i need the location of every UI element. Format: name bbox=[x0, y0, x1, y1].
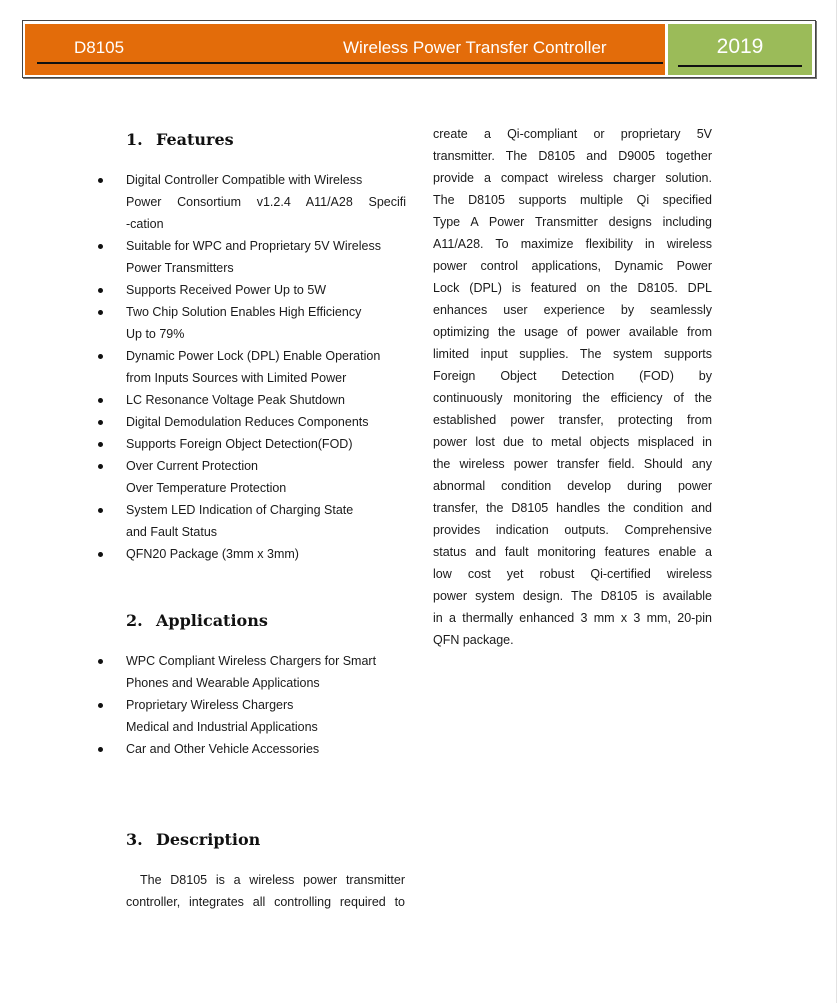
bullet-icon bbox=[98, 703, 103, 708]
paragraph-line: low cost yet robust Qi-certified wireless bbox=[433, 567, 712, 581]
page-edge bbox=[836, 0, 837, 1003]
paragraph-line: Type A Power Transmitter designs including bbox=[433, 215, 712, 229]
item-text: Over Current Protection bbox=[126, 459, 258, 473]
bullet-icon bbox=[98, 178, 103, 183]
paragraph-line: enhances user experience by seamlessly bbox=[433, 303, 712, 317]
list-item bbox=[96, 455, 406, 499]
paragraph-line: the wireless power transfer field. Should any bbox=[433, 457, 712, 471]
applications-list bbox=[96, 650, 406, 760]
list-item bbox=[96, 433, 406, 455]
paragraph-line: The D8105 is a wireless power transmitter bbox=[140, 873, 405, 887]
list-item bbox=[96, 738, 406, 760]
paragraph-line: limited input supplies. The system supports bbox=[433, 347, 712, 361]
item-text: Digital Controller Compatible with Wireless bbox=[126, 173, 363, 187]
item-text: WPC Compliant Wireless Chargers for Smart bbox=[126, 654, 377, 668]
features-list bbox=[96, 169, 406, 565]
description-paragraph-start bbox=[126, 869, 405, 913]
applications-heading bbox=[126, 611, 268, 630]
paragraph-line: Foreign Object Detection (FOD) by bbox=[433, 369, 712, 383]
paragraph-line: The D8105 supports multiple Qi specified bbox=[433, 193, 712, 207]
list-item bbox=[96, 389, 406, 411]
item-text: Proprietary Wireless Chargers bbox=[126, 698, 294, 712]
description-paragraph-continued bbox=[433, 123, 712, 651]
item-text: System LED Indication of Charging State bbox=[126, 503, 354, 517]
bullet-icon bbox=[98, 288, 103, 293]
paragraph-line: controller, integrates all controlling required to bbox=[126, 895, 405, 909]
paragraph-line: power control applications, Dynamic Power bbox=[433, 259, 712, 273]
bullet-icon bbox=[98, 464, 103, 469]
bullet-icon bbox=[98, 659, 103, 664]
item-text: Supports Received Power Up to 5W bbox=[126, 283, 327, 297]
bullet-icon bbox=[98, 747, 103, 752]
item-text: Car and Other Vehicle Accessories bbox=[126, 742, 320, 756]
paragraph-line: QFN package. bbox=[433, 633, 514, 647]
list-item bbox=[96, 543, 406, 565]
section-number: 1. bbox=[126, 130, 143, 149]
list-item bbox=[96, 169, 406, 235]
paragraph-line: provides indication outputs. Comprehensive bbox=[433, 523, 712, 537]
item-text: Supports Foreign Object Detection(FOD) bbox=[126, 437, 353, 451]
item-text: Digital Demodulation Reduces Components bbox=[126, 415, 369, 429]
bullet-icon bbox=[98, 508, 103, 513]
document-title: Wireless Power Transfer Controller bbox=[343, 38, 607, 57]
bullet-icon bbox=[98, 310, 103, 315]
header-rule bbox=[37, 62, 663, 64]
section-number: 2. bbox=[126, 611, 143, 630]
list-item bbox=[96, 650, 406, 694]
section-number: 3. bbox=[126, 830, 143, 849]
description-heading bbox=[126, 830, 260, 849]
list-item bbox=[96, 345, 406, 389]
item-text: Medical and Industrial Applications bbox=[126, 720, 318, 734]
item-text: Up to 79% bbox=[126, 327, 185, 341]
item-text: Power Transmitters bbox=[126, 261, 234, 275]
section-title: Description bbox=[156, 830, 261, 849]
paragraph-line: abnormal condition develop during power bbox=[433, 479, 712, 493]
list-item bbox=[96, 411, 406, 433]
paragraph-line: in a thermally enhanced 3 mm x 3 mm, 20-pin bbox=[433, 611, 712, 625]
item-text: Phones and Wearable Applications bbox=[126, 676, 320, 690]
item-text: Suitable for WPC and Proprietary 5V Wireless bbox=[126, 239, 381, 253]
bullet-icon bbox=[98, 420, 103, 425]
item-text: Over Temperature Protection bbox=[126, 481, 287, 495]
section-title: Applications bbox=[156, 611, 268, 630]
item-text: and Fault Status bbox=[126, 525, 218, 539]
year-rule bbox=[678, 65, 802, 67]
paragraph-line: power lost due to metal objects misplaced in bbox=[433, 435, 712, 449]
list-item bbox=[96, 279, 406, 301]
item-text: from Inputs Sources with Limited Power bbox=[126, 371, 347, 385]
paragraph-line: Lock (DPL) is featured on the D8105. DPL bbox=[433, 281, 712, 295]
year: 2019 bbox=[716, 35, 764, 58]
bullet-icon bbox=[98, 442, 103, 447]
paragraph-line: transmitter. The D8105 and D9005 together bbox=[433, 149, 712, 163]
paragraph-line: continuously monitoring the efficiency of the bbox=[433, 391, 712, 405]
paragraph-line: established power transfer, protecting from bbox=[433, 413, 712, 427]
header-title-panel bbox=[25, 24, 665, 75]
list-item bbox=[96, 694, 406, 738]
paragraph-line: A11/A28. To maximize flexibility in wireless bbox=[433, 237, 712, 251]
item-text: LC Resonance Voltage Peak Shutdown bbox=[126, 393, 345, 407]
section-title: Features bbox=[156, 130, 234, 149]
list-item bbox=[96, 499, 406, 543]
part-number: D8105 bbox=[74, 38, 125, 57]
paragraph-line: power system design. The D8105 is available bbox=[433, 589, 712, 603]
list-item bbox=[96, 301, 406, 345]
paragraph-line: transfer, the D8105 handles the condition and bbox=[433, 501, 712, 515]
paragraph-line: status and fault monitoring features enable a bbox=[433, 545, 712, 559]
item-text: -cation bbox=[126, 217, 164, 231]
item-text: Power Consortium v1.2.4 A11/A28 Specifi bbox=[126, 195, 406, 209]
paragraph-line: provide a compact wireless charger solution. bbox=[433, 171, 712, 185]
bullet-icon bbox=[98, 398, 103, 403]
bullet-icon bbox=[98, 354, 103, 359]
paragraph-line: optimizing the usage of power available from bbox=[433, 325, 712, 339]
item-text: Dynamic Power Lock (DPL) Enable Operation bbox=[126, 349, 381, 363]
bullet-icon bbox=[98, 244, 103, 249]
item-text: Two Chip Solution Enables High Efficiency bbox=[126, 305, 362, 319]
features-heading bbox=[126, 130, 234, 149]
header-banner bbox=[22, 20, 816, 78]
paragraph-line: create a Qi-compliant or proprietary 5V bbox=[433, 127, 712, 141]
list-item bbox=[96, 235, 406, 279]
item-text: QFN20 Package (3mm x 3mm) bbox=[126, 547, 299, 561]
header-year-panel bbox=[668, 24, 812, 75]
bullet-icon bbox=[98, 552, 103, 557]
